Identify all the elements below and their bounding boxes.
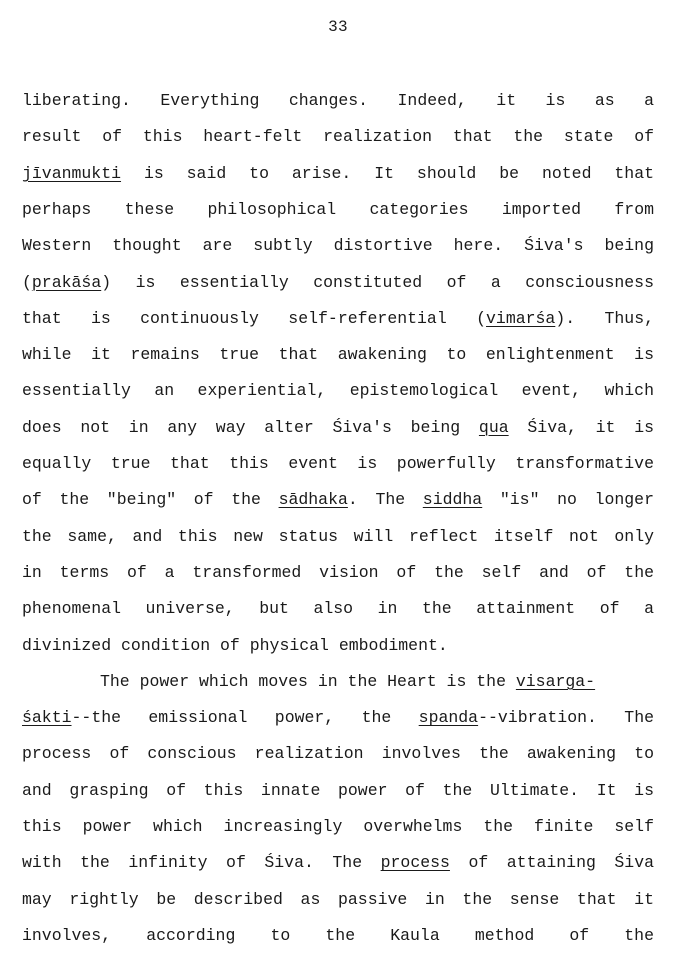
text-segment: may rightly be described as passive in the sense that it	[22, 889, 654, 909]
text-line	[22, 198, 654, 222]
text-line	[22, 343, 654, 367]
text-segment: Śiva, it is	[508, 417, 654, 437]
text-line	[22, 706, 654, 730]
text-segment: result of this heart-felt realization that the state of	[22, 127, 654, 147]
text-segment: Western thought are subtly distortive here. Śiva's being	[22, 236, 654, 256]
underlined-term: jīvanmukti	[22, 163, 122, 183]
text-line	[22, 416, 654, 440]
underlined-term: qua	[478, 417, 509, 437]
text-segment: of the "being" of the	[22, 490, 279, 510]
text-line	[22, 779, 654, 803]
text-line	[22, 742, 654, 766]
text-segment: this power which increasingly overwhelms the finite self	[22, 817, 654, 836]
text-line	[22, 125, 654, 149]
text-segment: with the infinity of Śiva. The	[22, 853, 381, 873]
text-segment: process of conscious realization involves the awakening to	[22, 744, 654, 764]
text-line	[22, 452, 654, 476]
text-segment: of attaining Śiva	[449, 853, 654, 873]
text-line	[22, 234, 654, 258]
underlined-term: prakāśa	[31, 272, 102, 292]
text-segment: and grasping of this innate power of the Ultimate. It is	[22, 780, 654, 800]
text-segment: equally true that this event is powerfully transformative	[22, 454, 654, 473]
text-segment: ) is essentially constituted of a consciousness	[101, 272, 654, 292]
text-segment: perhaps these philosophical categories imported from	[22, 199, 654, 219]
text-segment: phenomenal universe, but also in the attainment of a	[22, 599, 654, 619]
text-line	[22, 162, 654, 186]
underlined-term: visarga-	[515, 671, 596, 691]
text-line	[22, 89, 654, 113]
text-line	[22, 851, 654, 875]
text-segment: the same, and this new status will reflect itself not only	[22, 526, 654, 546]
text-segment: does not in any way alter Śiva's being	[22, 417, 479, 437]
text-segment: that is continuously self-referential (	[22, 308, 487, 328]
text-line	[22, 597, 654, 621]
underlined-term: spanda	[418, 708, 479, 728]
text-segment: The power which moves in the Heart is the	[100, 671, 516, 691]
underlined-term: sādhaka	[278, 490, 348, 510]
text-segment: (	[22, 272, 32, 292]
text-segment: liberating. Everything changes. Indeed, it is as a	[22, 91, 654, 110]
text-segment: --vibration. The	[478, 708, 654, 728]
text-segment: is said to arise. It should be noted that	[121, 163, 654, 183]
text-segment: --the emissional power, the	[71, 708, 419, 728]
text-line	[22, 525, 654, 549]
text-line	[22, 924, 654, 948]
text-line	[22, 271, 654, 295]
page-number: 33	[328, 18, 348, 36]
text-line	[22, 307, 654, 331]
text-segment: ). Thus,	[555, 308, 655, 328]
text-line	[22, 488, 654, 512]
text-segment: "is" no longer	[482, 490, 654, 510]
underlined-term: śakti	[22, 708, 72, 728]
text-line	[22, 634, 654, 658]
text-line	[22, 888, 654, 912]
text-segment: while it remains true that awakening to enlightenment is	[22, 345, 654, 365]
text-line	[22, 670, 654, 694]
text-segment: . The	[347, 490, 423, 510]
text-segment: essentially an experiential, epistemological event, which	[22, 381, 654, 401]
text-segment: involves, according to the Kaula method of the	[22, 925, 654, 945]
text-segment: divinized condition of physical embodiment.	[22, 635, 448, 655]
text-segment: in terms of a transformed vision of the self and of the	[22, 562, 654, 582]
underlined-term: siddha	[422, 490, 483, 510]
text-line	[22, 815, 654, 839]
text-line	[22, 561, 654, 585]
text-line	[22, 379, 654, 403]
underlined-term: vimarśa	[486, 308, 556, 328]
underlined-term: process	[380, 853, 450, 873]
